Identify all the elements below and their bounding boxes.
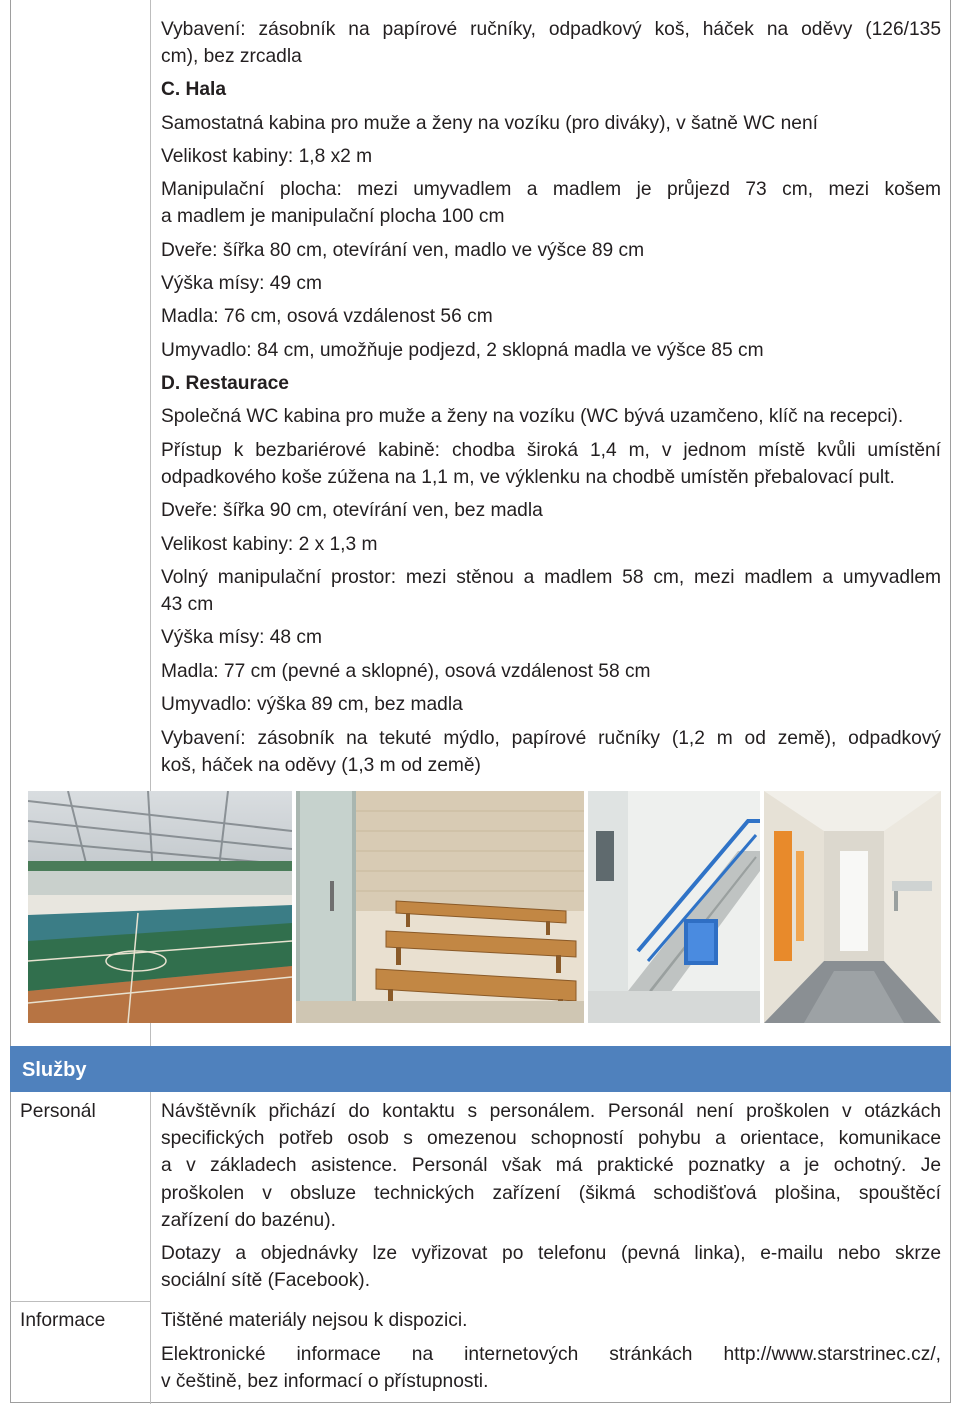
hala-line: Umyvadlo: 84 cm, umožňuje podjezd, 2 sklopná madla ve výšce 85 cm (161, 340, 764, 361)
personal-text-line: a v základech asistence. Personál však má praktické poznatky a je ochotný. Je (161, 1155, 941, 1176)
personal-label: Personál (20, 1101, 96, 1122)
restaurace-line: odpadkového koše zúžena na 1,1 m, ve výklenku na chodbě umístěn přebalovací pult. (161, 467, 895, 488)
personal-text-line: specifických potřeb osob s omezenou schopností pohybu a orientace, komunikace (161, 1128, 941, 1149)
services-title: Služby (22, 1059, 87, 1081)
hala-line: a madlem je manipulační plocha 100 cm (161, 206, 505, 227)
restaurace-line: Dveře: šířka 90 cm, otevírání ven, bez madla (161, 500, 543, 521)
hala-line: Velikost kabiny: 1,8 x2 m (161, 146, 373, 167)
restaurace-line: Umyvadlo: výška 89 cm, bez madla (161, 694, 463, 715)
restaurace-line: Madla: 77 cm (pevné a sklopné), osová vzdálenost 58 cm (161, 661, 651, 682)
restaurace-line: Volný manipulační prostor: mezi stěnou a madlem 58 cm, mezi madlem a umyvadlem (161, 567, 941, 588)
row-divider (10, 1301, 151, 1302)
relax-room-photo (296, 791, 584, 1023)
hala-line: Madla: 76 cm, osová vzdálenost 56 cm (161, 306, 493, 327)
personal-text-line: Dotazy a objednávky lze vyřizovat po telefonu (pevná linka), e-mailu nebo skrze (161, 1243, 941, 1264)
personal-text-line: zařízení do bazénu). (161, 1210, 336, 1231)
hala-line: Samostatná kabina pro muže a ženy na vozíku (pro diváky), v šatně WC není (161, 113, 818, 134)
services-header-band (10, 1046, 951, 1092)
personal-text-line: sociální sítě (Facebook). (161, 1270, 371, 1291)
hala-line: Výška mísy: 49 cm (161, 273, 322, 294)
restaurace-line: koš, háček na oděvy (1,3 m od země) (161, 755, 481, 776)
personal-text-line: proškolen v obsluze technických zařízení (šikmá schodišťová plošina, spouštěcí (161, 1183, 941, 1204)
equipment-line-1: Vybavení: zásobník na papírové ručníky, odpadkový koš, háček na oděvy (126/135 (161, 19, 941, 40)
hala-line: Dveře: šířka 80 cm, otevírání ven, madlo ve výšce 89 cm (161, 240, 645, 261)
informace-text-line: Elektronické informace na internetových stránkách http://www.starstrinec.cz/, (161, 1344, 941, 1365)
informace-label: Informace (20, 1310, 106, 1331)
informace-text-line: v češtině, bez informací o přístupnosti. (161, 1371, 489, 1392)
restaurace-line: Přístup k bezbariérové kabině: chodba široká 1,4 m, v jednom místě kvůli umístění (161, 440, 941, 461)
restaurace-line: Společná WC kabina pro muže a ženy na vozíku (WC bývá uzamčeno, klíč na recepci). (161, 406, 904, 427)
restaurace-line: 43 cm (161, 594, 214, 615)
equipment-line-2: cm), bez zrcadla (161, 46, 302, 67)
informace-text-line: Tištěné materiály nejsou k dispozici. (161, 1310, 468, 1331)
personal-text-line: Návštěvník přichází do kontaktu s personálem. Personál není proškolen v otázkách (161, 1101, 941, 1122)
section-heading-restaurace: D. Restaurace (161, 373, 289, 394)
stair-lift-photo (588, 791, 760, 1023)
restaurace-line: Vybavení: zásobník na tekuté mýdlo, papírové ručníky (1,2 m od země), odpadkový (161, 728, 941, 749)
section-heading-hala: C. Hala (161, 79, 227, 100)
sports-hall-photo (28, 791, 292, 1023)
restaurace-line: Velikost kabiny: 2 x 1,3 m (161, 534, 378, 555)
restaurace-line: Výška mísy: 48 cm (161, 627, 322, 648)
changing-room-photo (764, 791, 941, 1023)
column-divider (150, 1092, 151, 1404)
hala-line: Manipulační plocha: mezi umyvadlem a madlem je průjezd 73 cm, mezi košem (161, 179, 941, 200)
photo-strip (28, 791, 941, 1023)
